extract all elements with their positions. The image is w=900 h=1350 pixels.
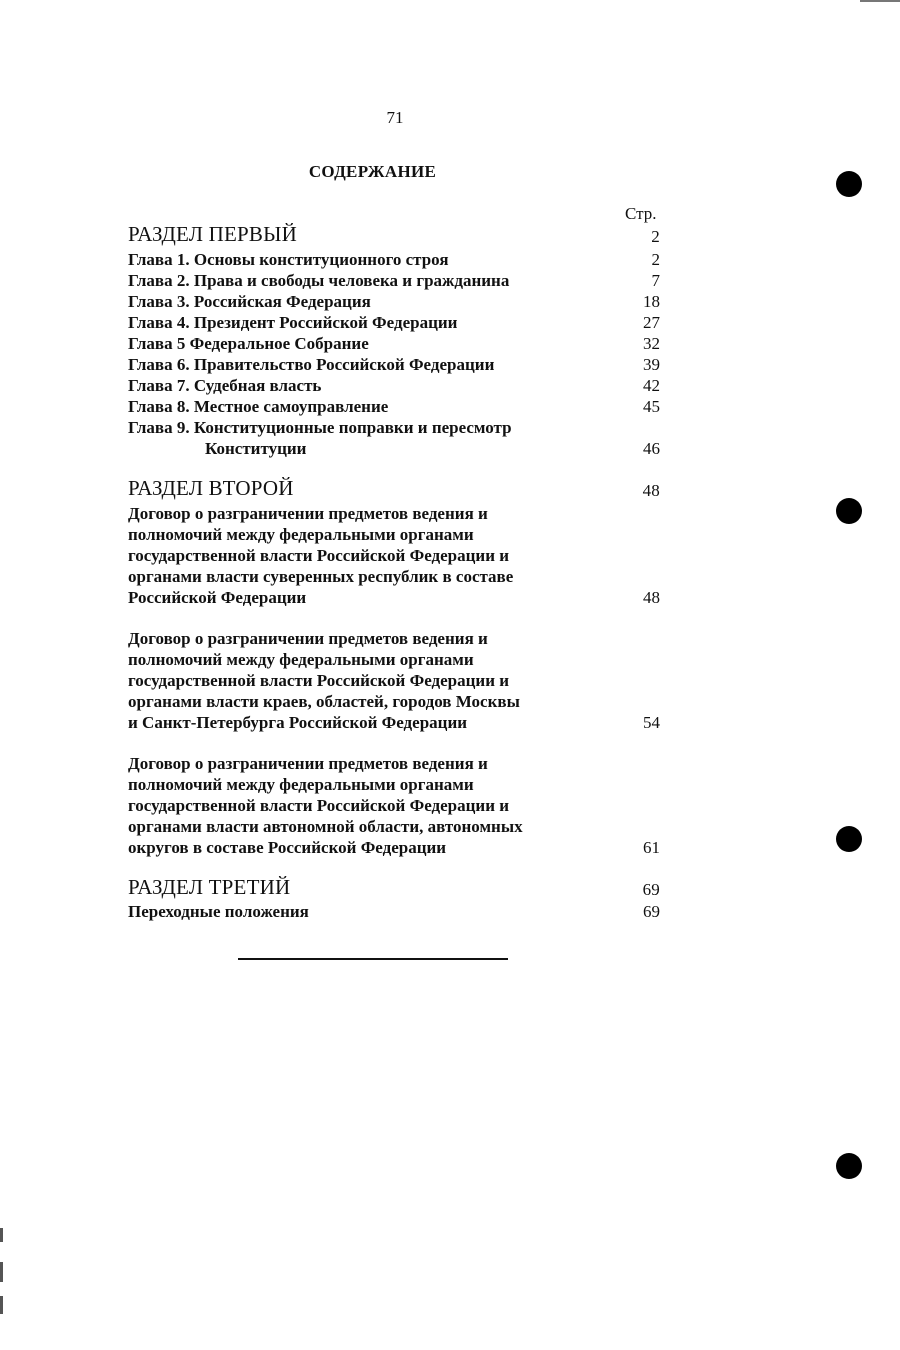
toc-entry bbox=[128, 291, 668, 312]
toc-line-text: полномочий между федеральными органами bbox=[128, 650, 474, 669]
toc-entry bbox=[128, 816, 668, 837]
toc-line-text: и Санкт-Петербурга Российской Федерации bbox=[128, 713, 468, 732]
toc-line-text: Глава 3. Российская Федерация bbox=[128, 292, 371, 311]
toc-entry bbox=[128, 417, 668, 438]
toc-entry bbox=[128, 249, 668, 270]
toc-entry bbox=[128, 312, 668, 333]
toc-line-text: Глава 5 Федеральное Собрание bbox=[128, 334, 369, 353]
toc-page-number: 7 bbox=[651, 271, 660, 290]
toc-line-text: округов в составе Российской Федерации bbox=[128, 838, 447, 857]
toc-section-heading bbox=[128, 224, 668, 245]
toc-entry bbox=[128, 503, 668, 524]
toc-entry bbox=[128, 649, 668, 670]
toc-page-number: 2 bbox=[651, 250, 660, 269]
toc-line-text: Глава 2. Права и свободы человека и гражданина bbox=[128, 271, 510, 290]
punch-hole bbox=[836, 171, 862, 197]
toc-entry bbox=[128, 333, 668, 354]
scan-edge-mark bbox=[0, 1228, 3, 1242]
toc-line-text: полномочий между федеральными органами bbox=[128, 525, 474, 544]
toc-line-text: органами власти краев, областей, городов Москвы bbox=[128, 692, 520, 711]
toc-line-text: Глава 1. Основы конституционного строя bbox=[128, 250, 449, 269]
scan-edge-mark bbox=[0, 1296, 3, 1314]
toc-line-text: Глава 7. Судебная власть bbox=[128, 376, 322, 395]
toc-line-text: государственной власти Российской Федерации и bbox=[128, 546, 510, 565]
toc-entry bbox=[128, 396, 668, 417]
toc-line-text: органами власти суверенных республик в составе bbox=[128, 567, 514, 586]
toc-line-text: полномочий между федеральными органами bbox=[128, 775, 474, 794]
toc-page-number: 61 bbox=[643, 838, 660, 857]
toc-entry bbox=[128, 670, 668, 691]
toc-line-text: Глава 9. Конституционные поправки и пересмотр bbox=[128, 418, 512, 437]
toc-line-text: Договор о разграничении предметов ведения и bbox=[128, 504, 488, 523]
toc-page-number: 69 bbox=[642, 880, 660, 899]
toc-entry bbox=[128, 375, 668, 396]
toc-entry bbox=[128, 691, 668, 712]
punch-hole bbox=[836, 1153, 862, 1179]
toc-line-text: РАЗДЕЛ ПЕРВЫЙ bbox=[128, 222, 298, 246]
toc-entry bbox=[128, 354, 668, 375]
toc-line-text: РАЗДЕЛ ТРЕТИЙ bbox=[128, 875, 291, 899]
toc-page-number: 69 bbox=[643, 902, 660, 921]
page-column-header: Стр. bbox=[625, 204, 657, 223]
toc-page-number: 42 bbox=[643, 376, 660, 395]
toc-line-text: Конституции bbox=[205, 439, 307, 458]
toc-line-text: Договор о разграничении предметов ведения и bbox=[128, 629, 488, 648]
toc-page-number: 48 bbox=[643, 588, 660, 607]
toc-entry bbox=[128, 524, 668, 545]
toc-page-number: 45 bbox=[643, 397, 660, 416]
toc-line-text: Российской Федерации bbox=[128, 588, 307, 607]
toc-entry bbox=[128, 901, 668, 922]
toc-line-text: государственной власти Российской Федерации и bbox=[128, 796, 510, 815]
toc-entry bbox=[128, 753, 668, 774]
toc-page-number: 18 bbox=[643, 292, 660, 311]
toc-line-text: Переходные положения bbox=[128, 902, 309, 921]
toc-line-text: органами власти автономной области, автономных bbox=[128, 817, 523, 836]
toc-title: СОДЕРЖАНИЕ bbox=[308, 162, 437, 181]
scan-edge-mark bbox=[860, 0, 900, 2]
toc-line-text: государственной власти Российской Федерации и bbox=[128, 671, 510, 690]
toc-page-number: 54 bbox=[643, 713, 660, 732]
toc-line-text: Договор о разграничении предметов ведения и bbox=[128, 754, 488, 773]
toc-entry bbox=[128, 628, 668, 649]
toc-line-text: Глава 6. Правительство Российской Федерации bbox=[128, 355, 495, 374]
page-number: 71 bbox=[386, 108, 404, 127]
toc-entry bbox=[128, 545, 668, 566]
toc-entry bbox=[128, 566, 668, 587]
toc-entry bbox=[128, 837, 668, 858]
toc-entry bbox=[128, 795, 668, 816]
toc-line-text: РАЗДЕЛ ВТОРОЙ bbox=[128, 476, 294, 500]
end-rule bbox=[238, 958, 508, 960]
toc-page-number: 48 bbox=[642, 481, 660, 500]
punch-hole bbox=[836, 498, 862, 524]
toc-page-number: 2 bbox=[651, 227, 660, 246]
toc-page-number: 39 bbox=[643, 355, 660, 374]
toc-section-heading bbox=[128, 877, 668, 898]
punch-hole bbox=[836, 826, 862, 852]
toc-section-heading bbox=[128, 478, 668, 499]
toc-page-number: 27 bbox=[643, 313, 660, 332]
toc-entry bbox=[128, 712, 668, 733]
toc-entry bbox=[128, 774, 668, 795]
toc-page-number: 32 bbox=[643, 334, 660, 353]
scan-edge-mark bbox=[0, 1262, 3, 1282]
toc-line-text: Глава 4. Президент Российской Федерации bbox=[128, 313, 458, 332]
toc-entry bbox=[128, 587, 668, 608]
toc-page-number: 46 bbox=[643, 439, 660, 458]
toc-line-text: Глава 8. Местное самоуправление bbox=[128, 397, 389, 416]
toc-entry bbox=[128, 270, 668, 291]
toc-entry-continuation bbox=[205, 438, 668, 459]
